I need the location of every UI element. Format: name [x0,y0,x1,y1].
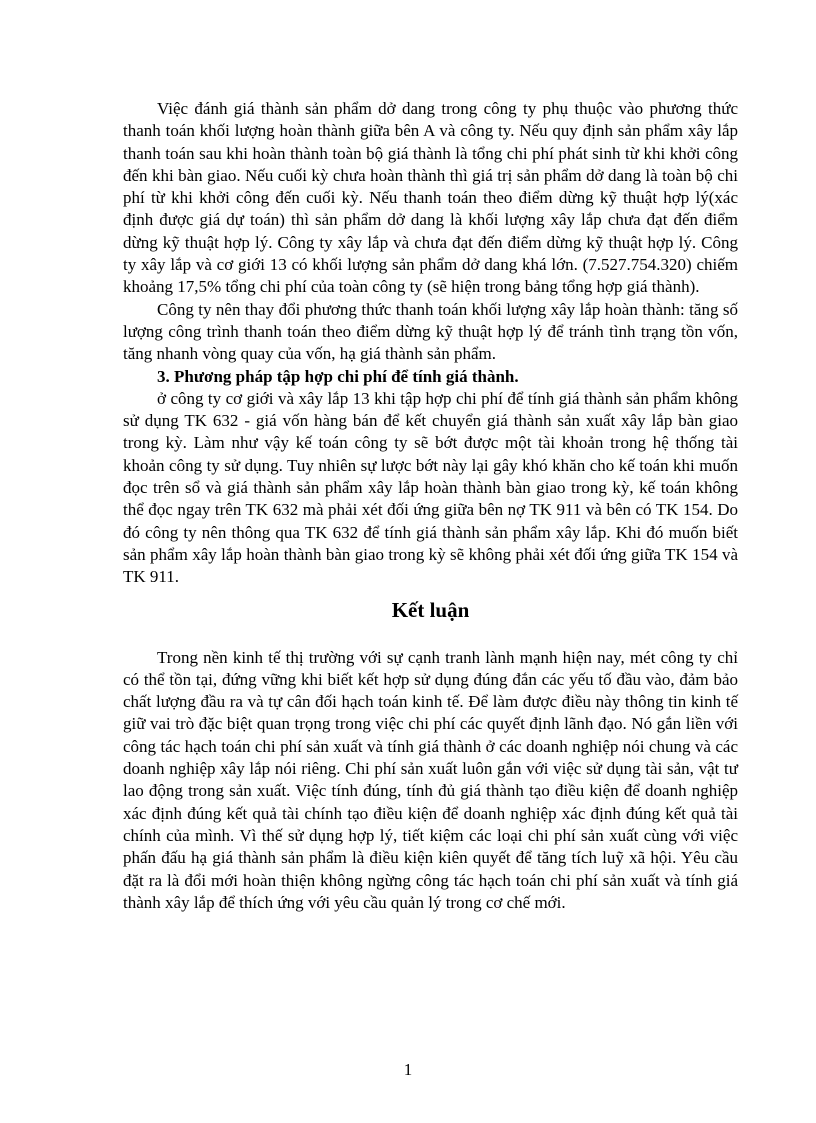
section-heading-cost-method: 3. Phương pháp tập hợp chi phí để tính giá thành. [157,366,519,386]
paragraph-wip-valuation: Việc đánh giá thành sản phẩm dở dang trong công ty phụ thuộc vào phương thức thanh toán khối lượng hoàn thành giữa bên A và công ty. Nếu quy định sản phẩm xây lắp thanh toán sau khi hoàn thành toàn bộ giá thành là tổng chi phí phát sinh từ khi khởi công đến khi bàn giao. Nếu cuối kỳ chưa hoàn thành thì giá trị sản phẩm dở dang là toàn bộ chi phí từ khi khởi công đến cuối kỳ. Nếu thanh toán theo điểm dừng kỹ thuật hợp lý(xác định được giá dự toán) thì sản phẩm dở dang là khối lượng xây lắp chưa đạt đến điểm dừng kỹ thuật hợp lý. Công ty xây lắp và chưa đạt đến điểm dừng kỹ thuật hợp lý. Công ty xây lắp và cơ giới 13 có khối lượng sản phẩm dở dang khá lớn. (7.527.754.320) chiếm khoảng 17,5% tổng chi phí của toàn công ty (sẽ hiện trong bảng tổng hợp giá thành). [123,99,738,297]
spacer [123,623,738,647]
document-body [123,98,738,914]
paragraph-payment-method: Công ty nên thay đổi phương thức thanh toán khối lượng xây lắp hoàn thành: tăng số lượng công trình thanh toán theo điểm dừng kỹ thuật hợp lý để tránh tình trạng tồn vốn, tăng nhanh vòng quay của vốn, hạ giá thành sản phẩm. [123,299,738,364]
paragraph-tk632: ở công ty cơ giới và xây lắp 13 khi tập hợp chi phí để tính giá thành sản phẩm không sử dụng TK 632 - giá vốn hàng bán để kết chuyển giá thành sản xuất xây lắp bàn giao trong kỳ. Làm như vậy kế toán công ty sẽ bớt được một tài khoản trong hệ thống tài khoản công ty sử dụng. Tuy nhiên sự lược bớt này lại gây khó khăn cho kế toán khi muốn đọc trên sổ và giá thành sản phẩm xây lắp hoàn thành bàn giao trong kỳ, kế toán không thể đọc ngay trên TK 632 mà phải xét đối ứng giữa bên nợ TK 911 và bên có TK 154. Do đó công ty nên thông qua TK 632 để tính giá thành sản phẩm xây lắp. Khi đó muốn biết sản phẩm xây lắp hoàn thành bàn giao trong kỳ sẽ không phải xét đối ứng giữa TK 154 và TK 911. [123,388,738,587]
paragraph-conclusion: Trong nền kinh tế thị trường với sự cạnh tranh lành mạnh hiện nay, mét công ty chỉ có thể tồn tại, đứng vững khi biết kết hợp sử dụng đúng đắn các yếu tố đầu vào, đảm bảo chất lượng đầu ra và tự cân đối hạch toán kinh tế. Để làm được điều này thông tin kinh tế giữ vai trò đặc biệt quan trọng trong việc chi phí các quyết định lãnh đạo. Nó gắn liền với công tác hạch toán chi phí sản xuất và tính giá thành ở các doanh nghiệp nói chung và các doanh nghiệp xây lắp nói riêng. Chi phí sản xuất luôn gắn với việc sử dụng tài sản, vật tư lao động trong sản xuất. Việc tính đúng, tính đủ giá thành tạo điều kiện để doanh nghiệp xác định đúng kết quả tài chính tạo điều kiện để doanh nghiệp xác định đúng kết quả tài chính của mình. Vì thế sử dụng hợp lý, tiết kiệm các loại chi phí sản xuất cùng với việc phấn đấu hạ giá thành sản phẩm là điều kiện kiên quyết để tăng tích luỹ xã hội. Yêu cầu đặt ra là đổi mới hoàn thiện không ngừng công tác hạch toán chi phí sản xuất và tính giá thành xây lắp để thích ứng với yêu cầu quản lý trong cơ chế mới. [123,647,738,912]
page-number: 1 [403,1060,413,1079]
conclusion-heading: Kết luận [391,597,470,622]
